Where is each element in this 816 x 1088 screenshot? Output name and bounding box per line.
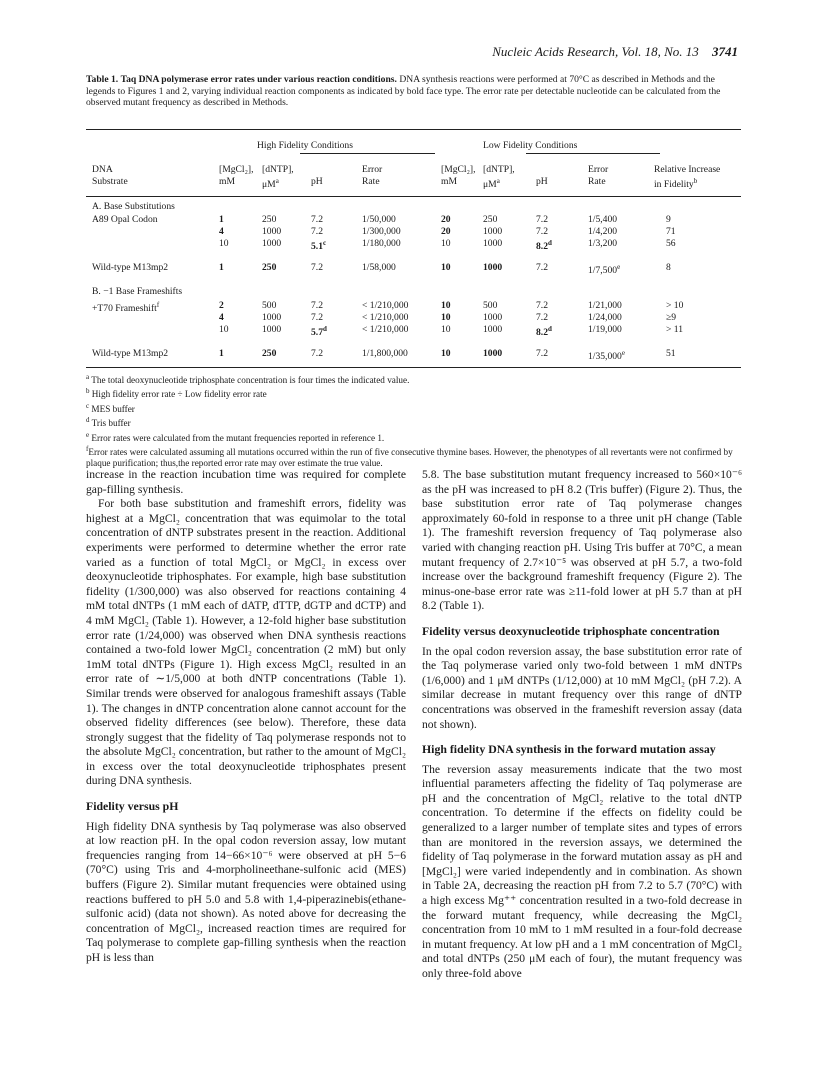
table-cell-hp: 7.2 [311,214,323,225]
header-rate-high: Rate [362,176,380,187]
paragraph: 5.8. The base substitution mutant frequency increased to 560×10⁻⁶ as the pH was increased to pH 8.2 (Tris buffer) (Figure 2). Thus, the base substitution error rate of Taq polymerase changes approximately 60-fold in response to a three unit pH change (Table 1). The frameshift reversion frequency of Taq polymerase also varied with changing reaction pH. Using Tris buffer at 70°C, a mean mutant frequency of 2.7×10⁻⁵ was observed at pH 5.7, a two-fold increase over the background frameshift frequency (Figure 2). The minus-one-base error rate was ≥11-fold lower at pH 5.7 than at pH 8.2 (Table 1). [422,468,742,613]
footnote: $^a$ The total deoxynucleotide triphosphate concentration is four times the indicated value. [86,373,410,385]
journal-citation: Nucleic Acids Research, Vol. 18, No. 13 [492,44,699,59]
table-cell-hd: 500 [262,300,277,311]
footnote: $^c$ MES buffer [86,401,135,414]
footnote: $^f$Error rates were calculated assuming all mutations occurred within the run of five consecutive thymine bases. However, the phenotypes of all revertants were not confirmed by plaque purification; thus,the reported error rate may over estimate the true value. [86,445,733,469]
header-dna: DNA [92,164,113,175]
header-mm-low: mM [441,176,457,187]
table-cell-le: 1/24,000 [588,312,622,323]
table-cell-rel: > 11 [666,324,684,335]
table-cell-ld: 1000 [483,226,503,237]
header-dntp-high: [dNTP], [262,164,294,175]
paragraph: increase in the reaction incubation time was required for complete gap-filling synthesis. [86,468,406,496]
table-cell-he: 1/1,800,000 [362,348,408,359]
table-cell-lp: 7.2 [536,312,548,323]
table-caption-text: DNA synthesis reactions were performed at 70°C as described in Methods and the legends to Figures 1 and 2, varying individual reaction components as indicated by bold face type. The error rate per detectable nucleotide can be calculated from the observed mutant frequency as described in Methods. [86,74,721,109]
table-cell-lm: 10 [441,300,451,311]
table-cell-lm: 20 [441,226,451,237]
table-cell-ld: 1000 [483,238,503,249]
table-cell-hd: 250 [262,214,277,225]
header-um-low: $\mu M^a$ [483,177,500,190]
table-cell-he: < 1/210,000 [362,324,409,335]
table-cell-hp: 5.1$^c$ [311,239,327,252]
table-label: Table 1. [86,74,119,85]
paragraph: For both base substitution and frameshift errors, fidelity was highest at a MgCl₂ concentration that was equimolar to the total concentration of dNTP substrates present in the reaction. Additional experiments were performed to determine whether the error rate varied as a function of total MgCl₂ or MgCl₂ in excess over deoxynucleotide triphosphates. For example, high base substitution fidelity (1/300,000) was also observed for reactions containing 4 mM total dNTPs (1 mM each of dATP, dTTP, dGTP and dCTP) and 4 mM MgCl₂ (Table 1). However, a 12-fold higher base substitution error rate (1/24,000) was observed when DNA synthesis reactions contained a two-fold lower MgCl₂ concentration (2 mM) but only 1mM total dNTPs (Figure 1). High excess MgCl₂ resulted in an error rate of ∼1/5,000 at both dNTP concentrations (Table 1). Similar trends were observed for analogous frameshift assays (Table 1). The changes in dNTP concentration alone cannot account for the observed fidelity differences (see below). Therefore, these data strongly suggest that the fidelity of Taq polymerase responds not to the absolute MgCl₂ concentration, but rather to the amount of MgCl₂ in excess over the total deoxynucleotide triphosphates present during DNA synthesis. [86,497,406,788]
table-cell-hm: 4 [219,312,224,323]
table-cell-hd: 250 [262,262,277,273]
table-cell-he: 1/58,000 [362,262,396,273]
table-cell-ld: 500 [483,300,498,311]
group-low-fidelity: Low Fidelity Conditions [483,140,578,151]
section-base-substitutions: A. Base Substitutions [92,201,175,212]
table-cell-le: 1/35,000e [588,349,625,362]
table-cell-he: 1/300,000 [362,226,401,237]
paragraph: The reversion assay measurements indicate that the two most influential parameters affecting the fidelity of Taq polymerase are pH and the concentration of MgCl₂ relative to the total dNTP concentration. To determine if the effects on fidelity could be generalized to a larger number of template sites and types of errors than are monitored in the reversion assays, we determined the fidelity of Taq polymerase in the forward mutation assay as pH and [MgCl₂] were varied independently and in combination. As shown in Table 2A, decreasing the reaction pH from 7.2 to 5.7 (70°C) with a high excess Mg⁺⁺ concentration resulted in a two-fold decrease in the forward mutant frequency, while decreasing the MgCl₂ concentration from 10 mM to 1 mM resulted in a four-fold decrease in mutant frequency. At low pH and a 1 mM concentration of MgCl₂ and total dNTPs (250 μM each of four), the mutant frequency was only three-fold above [422,762,742,980]
table-cell-he: 1/180,000 [362,238,401,249]
left-text-column [86,468,406,966]
substrate-cell: +T70 Frameshift$^f$ [92,301,160,314]
table-cell-le: 1/3,200 [588,238,618,249]
table-cell-he: 1/50,000 [362,214,396,225]
table-cell-hd: 1000 [262,324,282,335]
paragraph: In the opal codon reversion assay, the base substitution error rate of the Taq polymerase varied only two-fold between 1 mM dNTPs (1/6,000) and 1 μM dNTPs (1/12,000) at 10 mM MgCl₂ (pH 7.2). A similar decrease in mutant frequency over this range of dNTP concentrations was observed in the frameshift reversion assay (data not shown). [422,644,742,731]
table-cell-lm: 10 [441,348,451,359]
header-dntp-low: [dNTP], [483,164,515,175]
table-cell-hp: 7.2 [311,300,323,311]
group-high-fidelity: High Fidelity Conditions [257,140,353,151]
right-text-column [422,468,742,982]
table-cell-ld: 250 [483,214,498,225]
table-cell-lp: 7.2 [536,348,548,359]
table-cell-rel: 71 [666,226,676,237]
table-cell-ld: 1000 [483,348,503,359]
table-cell-hd: 1000 [262,312,282,323]
table-cell-lp: 7.2 [536,262,548,273]
error-rate-table [86,0,741,370]
table-cell-rel: 8 [666,262,671,273]
table-title: Taq DNA polymerase error rates under various reaction conditions. [120,74,397,85]
table-cell-hd: 1000 [262,226,282,237]
section-heading: Fidelity versus deoxynucleotide triphosphate concentration [422,623,720,638]
table-cell-hd: 250 [262,348,277,359]
header-substrate: Substrate [92,176,128,187]
table-cell-hm: 1 [219,262,224,273]
table-cell-hm: 4 [219,226,224,237]
table-cell-lp: 7.2 [536,300,548,311]
table-cell-hp: 7.2 [311,262,323,273]
header-rate-low: Rate [588,176,606,187]
table-cell-ld: 1000 [483,324,503,335]
table-cell-he: < 1/210,000 [362,312,409,323]
header-error-low: Error [588,164,609,175]
header-error-high: Error [362,164,383,175]
substrate-cell: Wild-type M13mp2 [92,348,169,359]
table-cell-hm: 1 [219,214,224,225]
header-ph-low: pH [536,176,548,187]
table-cell-le: 1/5,400 [588,214,618,225]
table-cell-hp: 7.2 [311,348,323,359]
table-cell-he: < 1/210,000 [362,300,409,311]
header-mm-high: mM [219,176,235,187]
table-cell-lm: 10 [441,262,451,273]
section-heading: Fidelity versus pH [86,799,179,814]
footnote: $^e$ Error rates were calculated from the mutant frequencies reported in reference 1. [86,430,385,443]
paragraph: High fidelity DNA synthesis by Taq polymerase was also observed at low reaction pH. In the opal codon reversion assay, low mutant frequencies ranging from 14−66×10⁻⁶ were observed at pH 5−6 (70°C) using Tris and 4-morpholineethane-sulfonic acid (MES) buffers (Figure 2). Similar mutant frequencies were obtained using reactions buffered to pH 5.0 and 5.8 with 1,4-piperazinebis(ethane-sulfonic acid) (data not shown). As noted above for decreasing the concentration of MgCl₂, increased reaction times are required for Taq polymerase to complete gap-filling synthesis when the reaction pH is less than [86,819,406,964]
table-cell-lp: 8.2$^d$ [536,239,552,252]
table-cell-rel: 56 [666,238,676,249]
header-mgcl2-low: [MgCl₂], [441,164,476,175]
table-cell-ld: 1000 [483,262,503,273]
table-cell-lm: 10 [441,324,451,335]
footnote: $^d$ Tris buffer [86,416,131,429]
page-number: 3741 [712,44,738,59]
table-cell-rel: > 10 [666,300,684,311]
table-cell-rel: ≥9 [666,312,677,323]
table-cell-hd: 1000 [262,238,282,249]
footnote: $^b$ High fidelity error rate ÷ Low fidelity error rate [86,387,267,400]
table-cell-rel: 9 [666,214,671,225]
header-mgcl2-high: [MgCl₂], [219,164,254,175]
table-cell-lp: 7.2 [536,226,548,237]
table-cell-lp: 8.2$^d$ [536,325,552,338]
header-relative-increase: Relative Increase [654,164,721,175]
table-cell-le: 1/4,200 [588,226,618,237]
table-cell-lp: 7.2 [536,214,548,225]
header-in-fidelity: in Fidelity$^b$ [654,177,698,190]
table-cell-hm: 10 [219,324,229,335]
section-heading: High fidelity DNA synthesis in the forward mutation assay [422,742,716,757]
header-ph-high: pH [311,176,323,187]
table-footnotes [86,372,741,470]
table-cell-hm: 2 [219,300,224,311]
table-cell-le: 1/19,000 [588,324,622,335]
table-cell-hp: 7.2 [311,226,323,237]
table-cell-hp: 7.2 [311,312,323,323]
section-frameshifts: B. −1 Base Frameshifts [92,286,183,297]
table-cell-hm: 1 [219,348,224,359]
substrate-cell: A89 Opal Codon [92,214,158,225]
header-um-high: $\mu M^a$ [262,177,279,190]
table-cell-hm: 10 [219,238,229,249]
table-cell-le: 1/7,500e [588,263,621,276]
table-cell-lm: 20 [441,214,451,225]
table-cell-ld: 1000 [483,312,503,323]
substrate-cell: Wild-type M13mp2 [92,262,169,273]
table-cell-lm: 10 [441,238,451,249]
table-cell-lm: 10 [441,312,451,323]
table-cell-le: 1/21,000 [588,300,622,311]
table-cell-rel: 51 [666,348,676,359]
table-cell-hp: 5.7$^d$ [311,325,327,338]
